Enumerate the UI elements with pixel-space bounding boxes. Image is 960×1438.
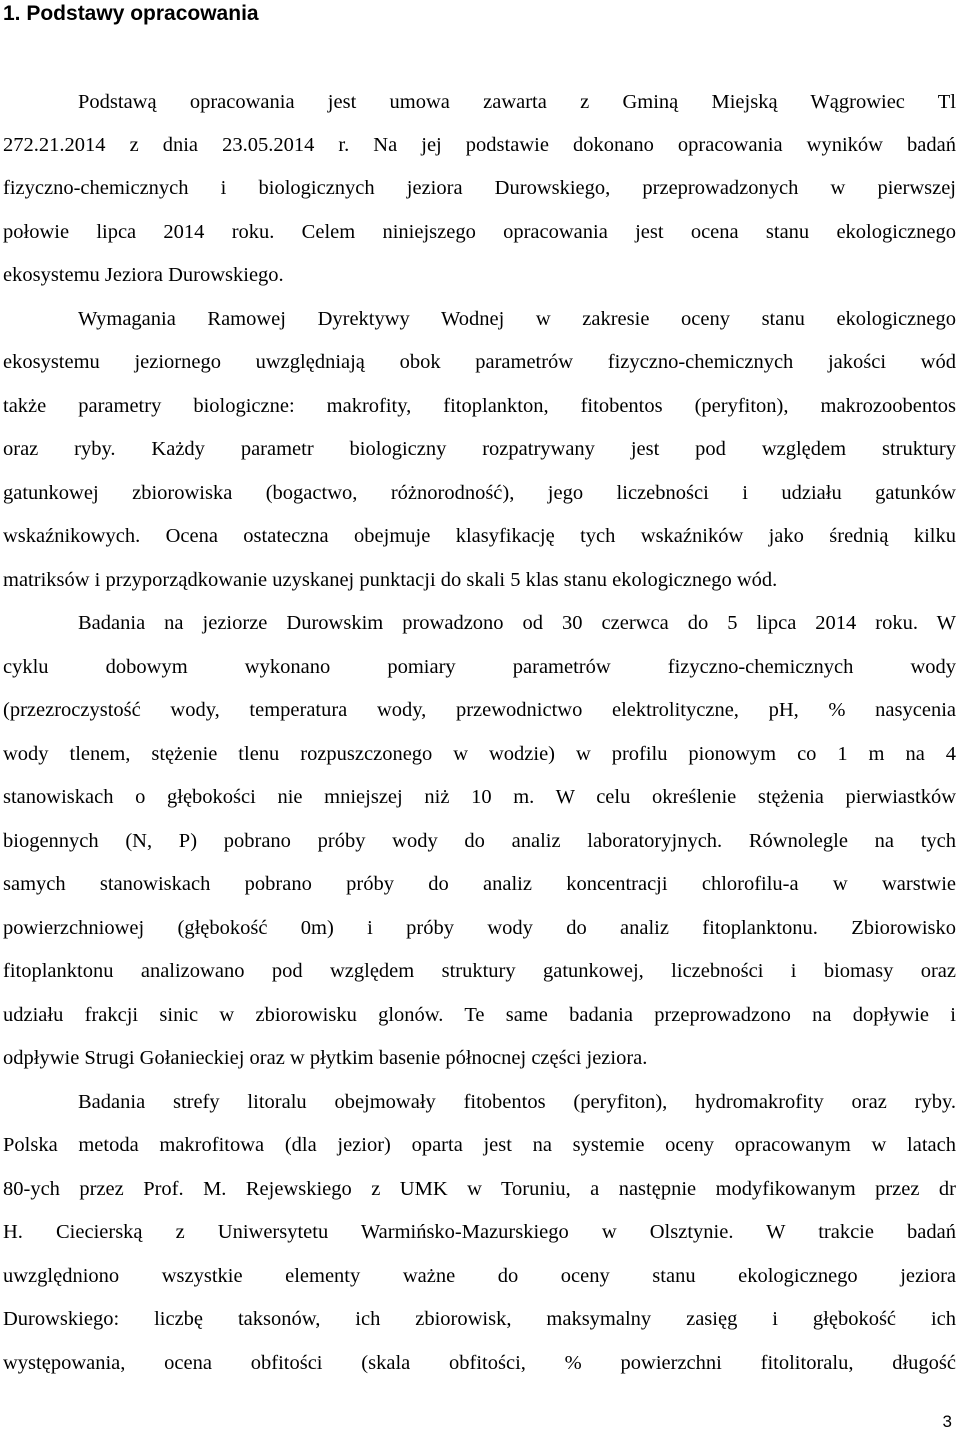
text-line: matriksów i przyporządkowanie uzyskanej punktacji do skali 5 klas stanu ekologicznego wód.	[3, 569, 778, 591]
text-line: ekosystemu Jeziora Durowskiego.	[3, 264, 284, 286]
text-line: (przezroczystość wody, temperatura wody, przewodnictwo elektrolityczne, pH, % nasycenia	[3, 699, 956, 721]
text-line: Polska metoda makrofitowa (dla jezior) oparta jest na systemie oceny opracowanym w latach	[3, 1134, 956, 1156]
text-line: Badania na jeziorze Durowskim prowadzono od 30 czerwca do 5 lipca 2014 roku. W	[78, 612, 956, 634]
section-heading: 1. Podstawy opracowania	[3, 2, 259, 25]
text-line: udziału frakcji sinic w zbiorowisku glonów. Te same badania przeprowadzono na dopływie i	[3, 1004, 956, 1026]
text-line: 272.21.2014 z dnia 23.05.2014 r. Na jej podstawie dokonano opracowania wyników badań	[3, 134, 956, 156]
page-number: 3	[942, 1412, 952, 1431]
text-line: stanowiskach o głębokości nie mniejszej niż 10 m. W celu określenie stężenia pierwiastków	[3, 786, 956, 808]
text-line: H. Ciecierską z Uniwersytetu Warmińsko-Mazurskiego w Olsztynie. W trakcie badań	[3, 1221, 956, 1243]
text-line: także parametry biologiczne: makrofity, fitoplankton, fitobentos (peryfiton), makrozoobentos	[3, 395, 956, 417]
text-line: fitoplanktonu analizowano pod względem struktury gatunkowej, liczebności i biomasy oraz	[3, 960, 956, 982]
text-line: występowania, ocena obfitości (skala obfitości, % powierzchni fitolitoralu, długość	[3, 1352, 956, 1374]
text-line: Podstawą opracowania jest umowa zawarta z Gminą Miejską Wągrowiec Tl	[78, 91, 956, 113]
text-line: oraz ryby. Każdy parametr biologiczny rozpatrywany jest pod względem struktury	[3, 438, 956, 460]
text-line: wskaźnikowych. Ocena ostateczna obejmuje klasyfikację tych wskaźników jako średnią kilku	[3, 525, 956, 547]
text-line: powierzchniowej (głębokość 0m) i próby wody do analiz fitoplanktonu. Zbiorowisko	[3, 917, 956, 939]
text-line: ekosystemu jeziornego uwzględniają obok parametrów fizyczno-chemicznych jakości wód	[3, 351, 956, 373]
text-line: cyklu dobowym wykonano pomiary parametrów fizyczno-chemicznych wody	[3, 656, 956, 678]
text-line: uwzględniono wszystkie elementy ważne do oceny stanu ekologicznego jeziora	[3, 1265, 956, 1287]
text-line: Durowskiego: liczbę taksonów, ich zbiorowisk, maksymalny zasięg i głębokość ich	[3, 1308, 956, 1330]
text-line: odpływie Strugi Gołanieckiej oraz w płytkim basenie północnej części jeziora.	[3, 1047, 648, 1069]
text-line: Wymagania Ramowej Dyrektywy Wodnej w zakresie oceny stanu ekologicznego	[78, 308, 956, 330]
text-line: gatunkowej zbiorowiska (bogactwo, różnorodność), jego liczebności i udziału gatunków	[3, 482, 956, 504]
text-line: samych stanowiskach pobrano próby do analiz koncentracji chlorofilu-a w warstwie	[3, 873, 956, 895]
text-line: połowie lipca 2014 roku. Celem niniejszego opracowania jest ocena stanu ekologicznego	[3, 221, 956, 243]
text-line: 80-ych przez Prof. M. Rejewskiego z UMK w Toruniu, a następnie modyfikowanym przez dr	[3, 1178, 956, 1200]
text-line: biogennych (N, P) pobrano próby wody do analiz laboratoryjnych. Równolegle na tych	[3, 830, 956, 852]
text-line: fizyczno-chemicznych i biologicznych jeziora Durowskiego, przeprowadzonych w pierwszej	[3, 177, 956, 199]
text-line: Badania strefy litoralu obejmowały fitobentos (peryfiton), hydromakrofity oraz ryby.	[78, 1091, 956, 1113]
text-line: wody tlenem, stężenie tlenu rozpuszczonego w wodzie) w profilu pionowym co 1 m na 4	[3, 743, 956, 765]
